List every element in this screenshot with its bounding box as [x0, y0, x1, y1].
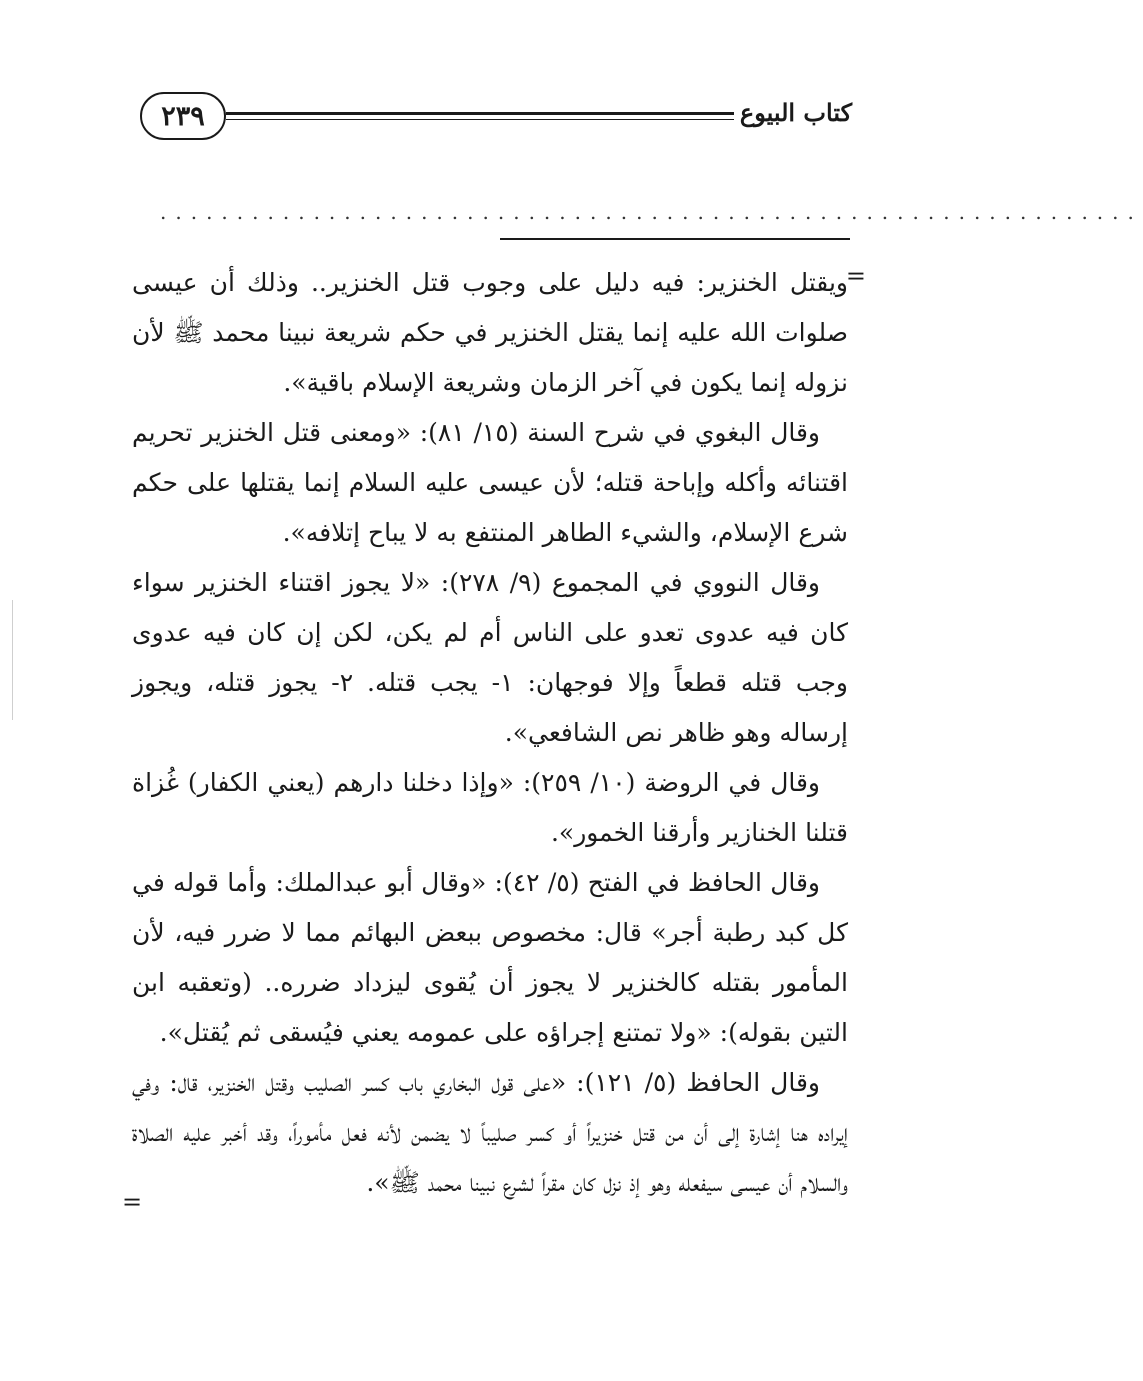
- header-rule: [226, 112, 734, 115]
- page-edge-line: [12, 600, 13, 720]
- continuation-mark: =: [845, 262, 866, 290]
- page-header: [130, 92, 852, 152]
- footnote-text: [132, 258, 848, 1208]
- paragraph-2: وقال البغوي في شرح السنة (١٥/ ٨١): «ومعنى قتل الخنزير تحريم اقتنائه وأكله وإباحة قتله؛ لأن عيسى عليه السلام إنما يقتلها على حكم شرع الإسلام، والشيء الطاهر المنتفع به لا يباح إتلافه».: [132, 418, 848, 547]
- end-continuation-mark: =: [122, 1188, 143, 1216]
- footnote-rule: [500, 238, 850, 240]
- header-rule-thin: [226, 119, 734, 120]
- page-number: ٢٣٩: [140, 92, 226, 140]
- paragraph-5: وقال الحافظ في الفتح (٥/ ٤٢): «وقال أبو عبدالملك: وأما قوله في كل كبد رطبة أجر» قال: مخصوص ببعض البهائم مما لا ضرر فيه، لأن المأمور بقتله كالخنزير لا يجوز أن يُقوى ليزداد ضرره.. (وتعقبه ابن التين بقوله): «ولا تمتنع إجراؤه على عمومه يعني فيُسقى ثم يُقتل».: [132, 868, 848, 1047]
- dotted-separator: ................................................................: [160, 200, 1143, 224]
- paragraph-3: وقال النووي في المجموع (٩/ ٢٧٨): «لا يجوز اقتناء الخنزير سواء كان فيه عدوى تعدو على الناس أم لم يكن، لكن إن كان فيه عدوى وجب قتله قطعاً وإلا فوجهان: ١- يجب قتله. ٢- يجوز قتله، ويجوز إرساله وهو ظاهر نص الشافعي».: [132, 568, 849, 747]
- book-title: كتاب البيوع: [739, 98, 852, 127]
- paragraph-4: وقال في الروضة (١٠/ ٢٥٩): «وإذا دخلنا دارهم (يعني الكفار) غُزاة قتلنا الخنازير وأرقنا الخمور».: [132, 768, 848, 847]
- paragraph-6: وقال الحافظ (٥/ ١٢١): «على قول البخاري باب كسر الصليب وقتل الخنزير، قال: وفي إيراده هنا إشارة إلى أن من قتل خنزيراً أو كسر صليباً لا يضمن لأنه فعل مأموراً، وقد أخبر عليه الصلاة والسلام أن عيسى سيفعله وهو إذ نزل كان مقراً لشرع نبينا محمد ﷺ».: [132, 1068, 848, 1197]
- paragraph-1: ويقتل الخنزير: فيه دليل على وجوب قتل الخنزير.. وذلك أن عيسى صلوات الله عليه إنما يقتل الخنزير في حكم شريعة نبينا محمد ﷺ لأن نزوله إنما يكون في آخر الزمان وشريعة الإسلام باقية».: [132, 268, 848, 397]
